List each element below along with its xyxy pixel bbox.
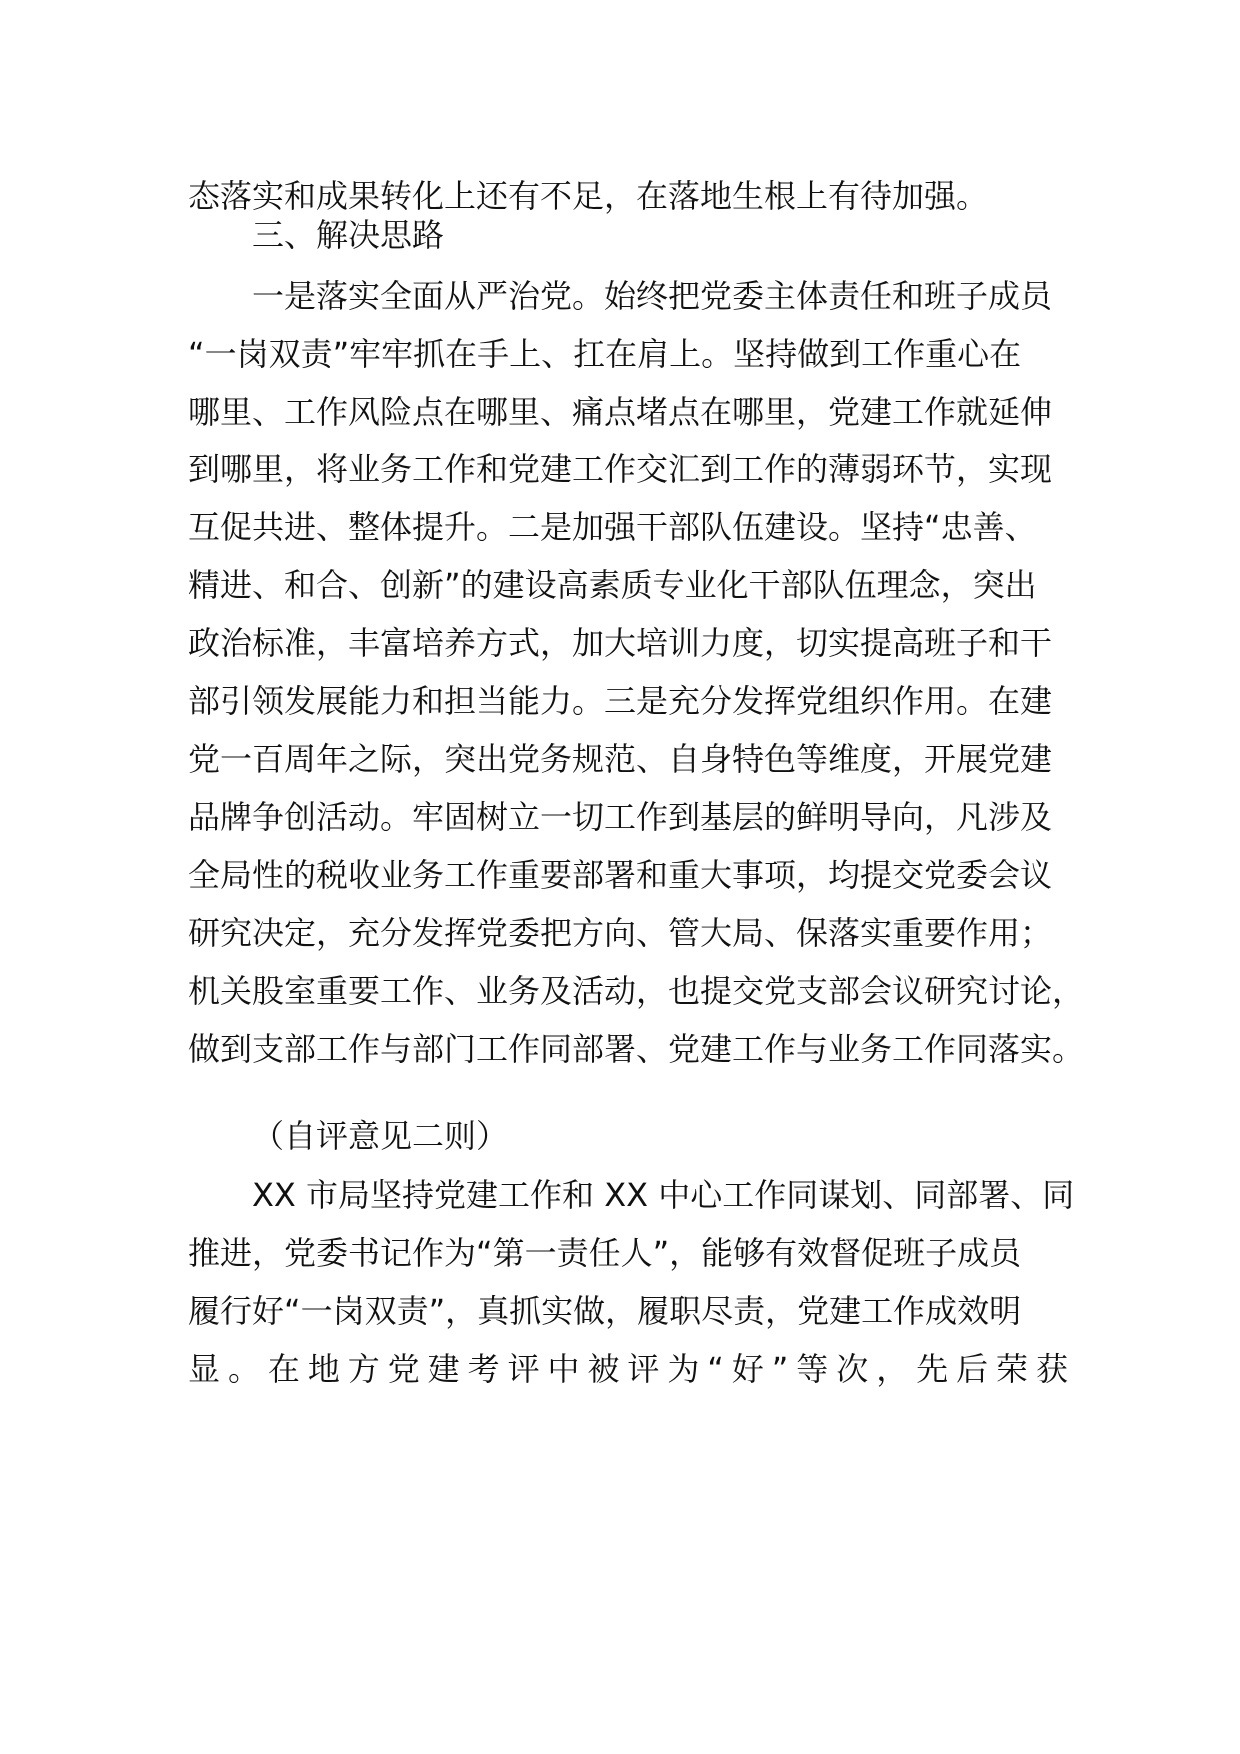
paragraph-line: 推进，党委书记作为“第一责任人”，能够有效督促班子成员	[188, 1234, 1022, 1272]
paragraph-line: 做到支部工作与部门工作同部署、党建工作与业务工作同落实。	[188, 1030, 1085, 1068]
paragraph-line: 政治标准，丰富培养方式，加大培训力度，切实提高班子和干	[188, 624, 1053, 662]
paragraph-line: 显。在地方党建考评中被评为“好”等次，先后荣获	[188, 1350, 1068, 1388]
paragraph-line: 履行好“一岗双责”，真抓实做，履职尽责，党建工作成效明	[188, 1292, 1022, 1330]
paragraph-line: 互促共进、整体提升。二是加强干部队伍建设。坚持“忠善、	[188, 508, 1037, 546]
section-heading: 三、解决思路	[252, 216, 445, 254]
paragraph-line: 全局性的税收业务工作重要部署和重大事项，均提交党委会议	[188, 856, 1053, 894]
paragraph-line: 部引领发展能力和担当能力。三是充分发挥党组织作用。在建	[188, 682, 1053, 720]
paragraph-line: 党一百周年之际，突出党务规范、自身特色等维度，开展党建	[188, 740, 1053, 778]
paragraph-line: 品牌争创活动。牢固树立一切工作到基层的鲜明导向，凡涉及	[188, 798, 1053, 836]
paragraph-line: 一是落实全面从严治党。始终把党委主体责任和班子成员	[252, 277, 1053, 315]
section-heading: （自评意见二则）	[252, 1117, 509, 1155]
paragraph-line: 研究决定，充分发挥党委把方向、管大局、保落实重要作用；	[188, 914, 1053, 952]
paragraph-line: 到哪里，将业务工作和党建工作交汇到工作的薄弱环节，实现	[188, 450, 1053, 488]
paragraph-line: XX 市局坚持党建工作和 XX 中心工作同谋划、同部署、同	[252, 1176, 1075, 1214]
paragraph-line: 精进、和合、创新”的建设高素质专业化干部队伍理念，突出	[188, 566, 1037, 604]
paragraph-line: 机关股室重要工作、业务及活动，也提交党支部会议研究讨论，	[188, 972, 1085, 1010]
paragraph-line: “一岗双责”牢牢抓在手上、扛在肩上。坚持做到工作重心在	[188, 335, 1022, 373]
paragraph-line: 态落实和成果转化上还有不足，在落地生根上有待加强。	[188, 177, 989, 215]
paragraph-line: 哪里、工作风险点在哪里、痛点堵点在哪里，党建工作就延伸	[188, 393, 1053, 431]
